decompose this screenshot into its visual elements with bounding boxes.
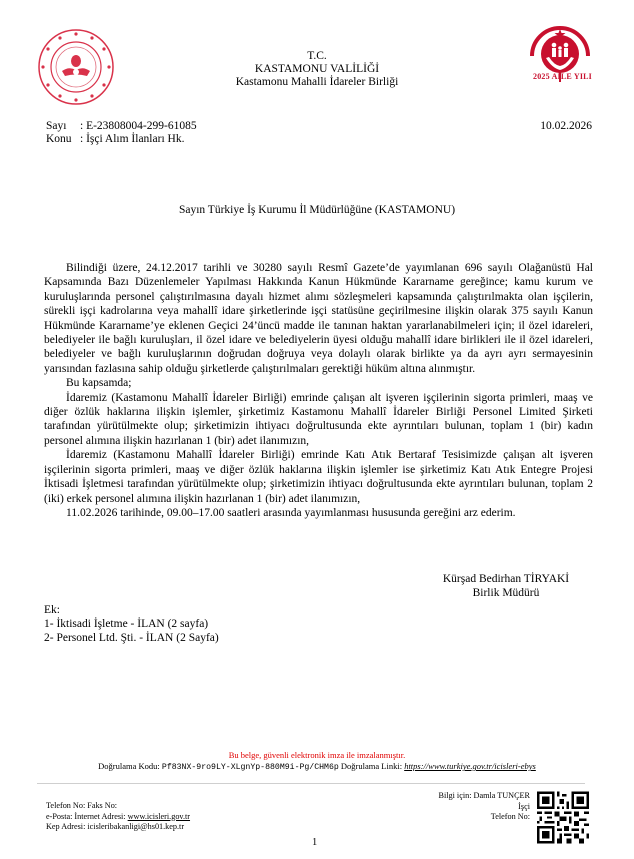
paragraph-3: İdaremiz (Kastamonu Mahallî İdareler Birliği) emrinde çalışan alt işveren işçilerinin sigorta primleri, maaş ve diğer özlük haklarına ilişkin işlemler, şirketimiz Kastamonu Mahallî İdareler Birliği Personel Limited Şirketi tarafından yürütülmekte olup; şirketimizin ihtiyacı doğrultusunda ekte ayrıntıları bulunan, toplam 1 (bir) kadın personel alımına ilişkin hazırlanan 1 (bir) adet ilanımızın, [44,391,593,447]
sayi-label: Sayı [46,120,67,132]
attachment-item: 1- İktisadi İşletme - İLAN (2 sayfa) [44,618,209,630]
verification-code: Pf83NX-9ro9LY-XLgnYp-880M9i-Pg/CHM6p [161,763,339,772]
header-organization: Kastamonu Mahalli İdareler Birliği [235,76,399,88]
signatory-name: Kürşad Bedirhan TİRYAKİ [442,573,570,585]
letter-body [44,261,593,520]
konu-value: : İşçi Alım İlanları Hk. [80,133,185,145]
info-phone: Telefon No: [490,812,530,821]
family-year-caption: 2025 AİLE YILI [533,72,592,81]
footer-kep: Kep Adresi: icisleribakanligi@hs01.kep.tr [46,822,185,831]
paragraph-5: 11.02.2026 tarihinde, 09.00–17.00 saatleri arasında yayımlanması hususunda gereğini arz ederim. [66,506,516,519]
header-tc: T.C. [307,50,327,62]
signatory-title: Birlik Müdürü [472,587,540,599]
document-date: 10.02.2026 [540,120,592,132]
footer-email-web [46,812,190,823]
esignature-block [0,750,634,773]
website-link[interactable]: www.icisleri.gov.tr [127,811,191,821]
verification-link-label: Doğrulama Linki: [340,761,403,771]
sayi-value: : E-23808004-299-61085 [80,120,197,132]
document-number [46,120,197,133]
attachments-label: Ek: [44,604,60,616]
verification-line [0,761,634,773]
footer-contact [46,801,190,833]
paragraph-1: Bilindiği üzere, 24.12.2017 tarihli ve 30280 sayılı Resmî Gazete’de yayımlanan 696 sayılı Olağanüstü Hal Kapsamında Bazı Düzenlemeler Yapılması Hakkında Kanun Hükmünde Kararname gereğince; kamu kurum ve kuruluşlarında personel çalıştırılmasına dayalı hizmet alımı sözleşmeleri kapsamında çalıştırılmakta olan işçilerin, sürekli işçi kadrolarına veya mahallî idare şirketlerinde işçi statüsüne geçirilmesine ilişkin olarak 375 sayılı Kanun Hükmünde Kararname’ye eklenen Geçici 24’üncü madde ile tanınan haktan yararlanabilmeleri için; il özel idareleri, belediyeler ile bağlı kuruluşları, il özel idare ve belediyelerin üyesi olduğu mahallî idare birlikleri ile il özel idareleri, belediyeler ve bağlı kuruluşlarının doğrudan doğruya veya dolaylı olarak birlikte ya da ayrı ayrı sermayesinin yarısından fazlasına sahip olduğu şirketlerde çalıştırılmaları gerektiği hüküm altına alınmıştır. [44,262,593,375]
footer-info [400,791,530,823]
info-role: İşçi [518,801,530,811]
attachments [44,603,219,645]
signature-block [420,572,592,600]
attachment-item: 2- Personel Ltd. Şti. - İLAN (2 Sayfa) [44,632,219,644]
paragraph-2: Bu kapsamda; [66,377,132,390]
page-number: 1 [312,837,318,848]
qr-code-icon [537,791,589,844]
header-governorship: KASTAMONU VALİLİĞİ [254,63,380,75]
footer-divider [37,783,585,784]
esignature-notice: Bu belge, güvenli elektronik imza ile imzalanmıştır. [228,750,406,760]
addressee: Sayın Türkiye İş Kurumu İl Müdürlüğüne (KASTAMONU) [178,204,456,216]
info-contact: Bilgi için: Damla TUNÇER [438,791,530,800]
footer-phone-fax: Telefon No: Faks No: [46,801,118,810]
konu-label: Konu [46,133,72,145]
paragraph-4: İdaremiz (Kastamonu Mahallî İdareler Birliği) emrinde Katı Atık Bertaraf Tesisimizde çalışan alt işveren işçilerinin sigorta primleri, maaş ve diğer özlük haklarına ilişkin işlemler ise şirketimiz Katı Atık Entegre Projesi İktisadi İşletmesi tarafından yürütülmekte olup; şirketimizin ihtiyacı doğrultusunda ekte ayrıntıları bulunan, toplam 2 (iki) erkek personel alımına ilişkin hazırlanan 1 (bir) adet ilanımızın, [44,449,593,505]
document-subject [46,133,184,146]
footer-email-label: e-Posta: İnternet Adresi: [46,811,128,821]
verification-link[interactable]: https://www.turkiye.gov.tr/icisleri-ebys [404,761,536,771]
verification-code-label: Doğrulama Kodu: [98,761,160,771]
